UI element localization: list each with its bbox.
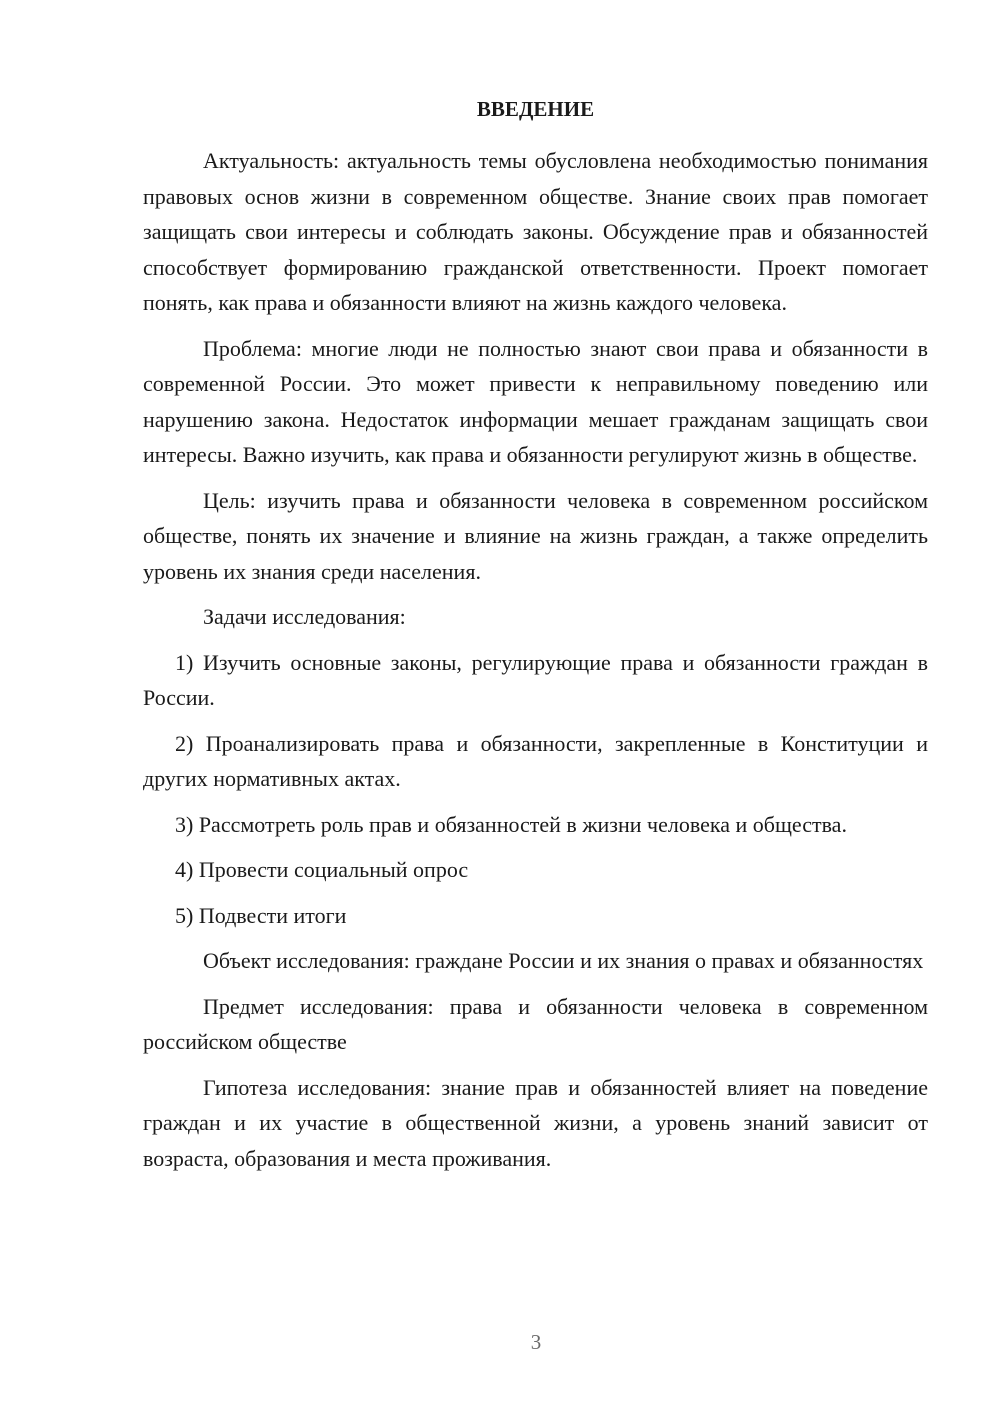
paragraph-problem: Проблема: многие люди не полностью знают свои права и обязанности в современной России. Это может привести к неправильному поведению или нарушению закона. Недостаток информации мешает гражданам защищать свои интересы. Важно изучить, как права и обязанности регулируют жизнь в обществе. [143,335,928,467]
task-item: 1) Изучить основные законы, регулирующие права и обязанности граждан в России. [143,649,928,710]
paragraph-hypothesis: Гипотеза исследования: знание прав и обязанностей влияет на поведение граждан и их участие в общественной жизни, а уровень знаний зависит от возраста, образования и места проживания. [143,1074,928,1171]
paragraph-subject: Предмет исследования: права и обязанности человека в современном российском обществе [143,993,928,1054]
paragraph-object: Объект исследования: граждане России и их знания о правах и обязанностях [203,948,924,973]
tasks-heading: Задачи исследования: [203,604,406,629]
paragraph-relevance: Актуальность: актуальность темы обусловлена необходимостью понимания правовых основ жизни в современном обществе. Знание своих прав помогает защищать свои интересы и соблюдать законы. Обсуждение прав и обязанностей способствует формированию гражданской ответственности. Проект помогает понять, как права и обязанности влияют на жизнь каждого человека. [143,148,928,315]
page-number: 3 [530,1330,542,1354]
task-item: 3) Рассмотреть роль прав и обязанностей в жизни человека и общества. [175,811,847,837]
paragraph-goal: Цель: изучить права и обязанности человека в современном российском обществе, понять их значение и влияние на жизнь граждан, а также определить уровень их знания среди населения. [143,487,928,584]
task-item: 2) Проанализировать права и обязанности, закрепленные в Конституции и других нормативных актах. [143,730,928,791]
page-title: ВВЕДЕНИЕ [476,97,595,121]
task-item: 5) Подвести итоги [175,902,347,928]
task-item: 4) Провести социальный опрос [175,857,469,882]
document-page [143,92,928,1186]
